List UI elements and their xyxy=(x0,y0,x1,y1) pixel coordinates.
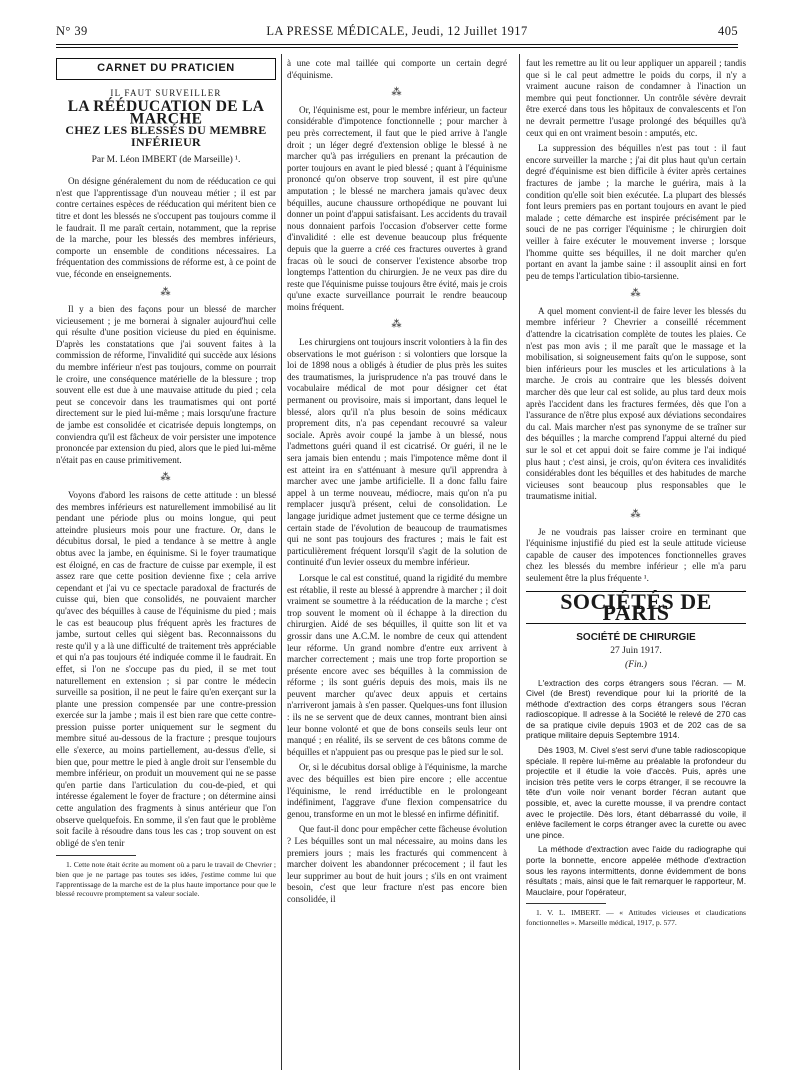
society-name: SOCIÉTÉ DE CHIRURGIE xyxy=(576,631,696,643)
paragraph: On désigne généralement du nom de rééducation ce qui n'est que l'apprentissage d'un nouveau métier ; il est par contre certaines espèces de rééducation qui méritent bien ce titre et dont les blessés ne s'occupent pas toujours comme il le faudrait. Il me paraît certain, notamment, que la reprise de la marche, pour les blessés des membres inférieurs, comporte un ensemble de conditions nécessaires. La fréquentation des commissions de réforme est, à ce point de vue, féconde en enseignements. xyxy=(56,176,276,279)
footnote: 1. Cette note était écrite au moment où a paru le travail de Chevrier ; bien que je ne partage pas toutes ses idées, j'estime comme lui que l'apprentissage de la marche est de la plus haute importance pour que le blessé recouvre promptement sa valeur sociale. xyxy=(56,860,276,899)
asterism: ⁂ xyxy=(160,286,172,298)
page-header xyxy=(56,24,738,42)
paragraph: Que faut-il donc pour empêcher cette fâcheuse évolution ? Les béquilles sont un mal nécessaire, au moins dans les premiers jours ; mais les fracturés qui commencent à marcher doivent les abandonner précocement ; il faut les leur supprimer au bout de huit jours ; s'ils en ont vraiment besoin, c'est que leur fracture n'est pas encore bien consolidée, il xyxy=(287,824,507,904)
article-byline: Par M. Léon IMBERT (de Marseille) ¹. xyxy=(91,154,241,165)
page-number: 405 xyxy=(718,24,738,38)
header-rule xyxy=(56,44,738,45)
end-marker: (Fin.) xyxy=(625,659,647,670)
column-separator xyxy=(281,54,282,1070)
article-subheadline: CHEZ LES BLESSÉS DU MEMBRE INFÉRIEUR xyxy=(65,123,267,149)
header-rule-double xyxy=(56,47,738,48)
report-paragraph: L'extraction des corps étrangers sous l'écran. — M. Civel (de Brest) revendique pour lui la priorité de la méthode d'extraction des corps étrangers sous l'écran radioscopique. Il adresse à la Société le relevé de 270 cas de sa pratique civile depuis 1903 et de 202 cas de sa pratique militaire depuis Septembre 1914. xyxy=(526,677,746,741)
paragraph: faut les remettre au lit ou leur appliquer un appareil ; tandis que si le cal peut admettre le poids du corps, il n'y a vraiment aucune raison de condamner à l'inaction un membre qui peut fonctionner. Un contrôle sévère devrait être exercé dans tous les hôpitaux de convalescents et l'on ne devrait permettre l'usage prolongé des béquilles qu'à ceux qui en ont vraiment besoin : amputés, etc. xyxy=(526,58,746,138)
asterism: ⁂ xyxy=(630,288,642,300)
report-paragraph: La méthode d'extraction avec l'aide du radiographe qui porte la bonnette, encore appelée méthode d'extraction sous les rayons intermittents, donne évidemment de bons résultats ; mais, ainsi que le fait remarquer le rapporteur, M. Mauclaire, pour l'opérateur, xyxy=(526,844,746,897)
report-paragraph: Dès 1903, M. Civel s'est servi d'une table radioscopique spéciale. Il repère lui-même au préalable la profondeur du projectile et il étudie la voie d'accès. Puis, après une incision très petite vers le corps étranger, il se recouvre la tête d'un voile noir venant border l'écran autant que possible, et, avec la curette mousse, il va prendre contact avec le projectile. Dès lors, étant débarrassé du voile, il enlève facilement le corps étranger avec la curette ou avec une pince. xyxy=(526,745,746,840)
paragraph: Or, si le décubitus dorsal oblige à l'équinisme, la marche avec des béquilles est bien pire encore ; elle accentue l'équinisme, le rend irréductible en le prolongeant indéfiniment, l'aggrave d'une flexion compensatrice du genou, transforme en un mot le blessé en infirme définitif. xyxy=(287,762,507,819)
session-date: 27 Juin 1917. xyxy=(610,646,662,657)
column-1 xyxy=(56,58,276,1070)
footnote-rule xyxy=(56,855,136,856)
column-separator xyxy=(519,54,520,1070)
asterism: ⁂ xyxy=(391,87,403,99)
paragraph: Voyons d'abord les raisons de cette attitude : un blessé des membres inférieurs est naturellement immobilisé au lit pendant une période plus ou moins longue, qui peut atteindre plusieurs mois pour une fracture. Or, dans le décubitus dorsal, le pied a tendance à se mettre à angle obtus avec la jambe, en équinisme. Si le foyer traumatique est éloigné, en cas de fracture de cuisse par exemple, il est assez rare que cette position devienne fixe ; cela arrive cependant et j'ai vu ce spectacle paradoxal de fracturés de cuisse qui, bien que consolidés, ne pouvaient marcher qu'avec des béquilles à cause de l'équinisme du pied ; mais le cas est beaucoup plus fréquent après les fractures de jambe, surtout celles qui siègent bas. Reconnaissons du reste qu'il y a là une difficulté de traitement très appréciable et qui n'a pas toujours été indiquée comme il le faudrait. En effet, si l'on ne s'occupe pas du pied, il se met tout naturellement en extension ; si par contre le médecin surveille sa position, il ne peut le faire qu'en exerçant sur la plante une pression compensée par une contre-pression exercée sur la jambe ; mais il est bien rare que cette contre-pression puisse porter uniquement sur le segment du membre situé au-dessous de la fracture ; presque toujours elle s'exerce, au moins partiellement, au-dessus d'elle, si bien que, pour mettre le pied à angle droit sur l'ensemble du membre inférieur, on produit un mouvement qui ne se passe qu'en partie dans l'articulation du cou-de-pied, et qui intéresse également le foyer de fracture ; on détermine ainsi cette angulation des fragments à sinus antérieur que l'on observe quelquefois. En somme, il s'en faut que le problème soit facile à résoudre dans tous les cas ; trop souvent on est obligé de s'en tenir xyxy=(56,490,276,848)
column-2 xyxy=(287,58,507,1070)
paragraph: Lorsque le cal est constitué, quand la rigidité du membre est rétablie, il reste au blessé à apprendre à marcher ; il doit vraiment se soumettre à la rééducation de la marche ; c'est trop souvent le moment où il échappe à la direction du chirurgien. Aidé de ses béquilles, il quitte son lit et va grossir dans une A.C.M. le nombre de ceux qui attendent leur réforme. Un grand nombre d'entre eux arrivent à marcher correctement ; mais une trop forte proportion se présente encore avec ses béquilles à la commission de réforme ; ils sont guéris depuis des mois, mais ils ne peuvent marcher qu'avec deux appuis et certains n'arriveront jamais à s'en passer. Quelques-uns font illusion : ils ne se servent que de deux cannes, montrant bien ainsi leur bonne volonté et que de bons conseils seuls leur ont manqué ; en réalité, ils se servent de ces bâtons comme de béquilles et n'appuient pas ou presque pas le pied sur le sol. xyxy=(287,572,507,757)
asterism: ⁂ xyxy=(630,508,642,520)
paragraph: Il y a bien des façons pour un blessé de marcher vicieusement ; je me bornerai à signaler aujourd'hui celle qui résulte d'une position vicieuse du pied en équinisme. D'après les constatations que j'ai souvent faites à la commission de réforme, l'invalidité qui succède aux lésions du membre inférieur n'est pas toujours, comme on pourrait le croire, une conséquence matérielle de la blessure ; trop souvent elle est due à une mauvaise attitude du pied ; cela peut se concevoir dans les traumatismes qui ont porté directement sur le pied lui-même ; mais lorsqu'une fracture de jambe est consolidée et cicatrisée depuis longtemps, on conviendra qu'il est fâcheux de voir persister une impotence prononcée par extension du pied, alors que le pied lui-même n'était pas en cause primitivement. xyxy=(56,304,276,465)
paragraph: Les chirurgiens ont toujours inscrit volontiers à la fin des observations le mot guérison : si volontiers que lorsque la loi de 1898 nous a obligés à étudier de plus près les suites des traumatismes, la jurisprudence n'a pas trouvé dans le vocabulaire médical de mot pour désigner cet état permanent ou provisoire, mais si important, dans lequel le blessé, alors qu'il n'a plus besoin de soins médicaux proprement dits, n'a pas cependant recouvré sa valeur sociale. Après avoir coupé la jambe à un blessé, nous l'admettons guéri quand il est cicatrisé. Or guéri, il ne le sera jamais bien entendu ; mais l'impotence même dont il est atteint ira en s'atténuant à mesure qu'il apprendra à marcher avec une jambe artificielle. Il a donc fallu faire appel à un terme nouveau, médiocre, mais qu'on n'a pu remplacer jusqu'à présent, celui de consolidation. Le langage juridique admet justement que ce terme désigne un certain stade de l'évolution de beaucoup de traumatismes qui ne sont pas toujours des fractures ; mais le fait est particulièrement fréquent lorsqu'il s'agit de la solution de continuité d'un levier osseux du membre inférieur. xyxy=(287,337,507,568)
footnote: 1. V. L. IMBERT. — « Attitudes vicieuses et claudications fonctionnelles ». Marseille médical, 1917, p. 577. xyxy=(526,908,746,927)
journal-title: LA PRESSE MÉDICALE, Jeudi, 12 Juillet 1917 xyxy=(266,24,528,38)
asterism: ⁂ xyxy=(160,472,172,484)
column-3 xyxy=(526,58,746,1070)
paragraph: A quel moment convient-il de faire lever les blessés du membre inférieur ? Chevrier a conseillé récemment d'attendre la cicatrisation complète de toutes les plaies. Ce n'est pas mon avis ; il me paraît que le massage et la mobilisation, si soigneusement faits qu'on le suppose, sont bien inférieurs pour les muscles et les articulations à la marche. Je crois au contraire que les blessés doivent marcher dès que leur cal est solide, au plus tard deux mois après l'accident dans les fractures fermées, dès que l'on a l'assurance de n'être plus exposé aux déviations secondaires du cal. Mais marcher n'est pas synonyme de se traîner sur des béquilles ; la marche comprend l'appui alterné du pied sur le sol et cet appui doit se faire comme je l'ai indiqué plus haut ; c'est ainsi, je crois, qu'on évitera ces invalidités considérables dont les béquilles et des habitudes de marche vicieuses sont beaucoup plus responsables que le traumatisme initial. xyxy=(526,305,746,502)
section-box-title: CARNET DU PRATICIEN xyxy=(56,58,276,80)
paragraph: La suppression des béquilles n'est pas tout : il faut encore surveiller la marche ; j'ai dit plus haut qu'un certain degré d'équinisme est bien difficile à éviter après certaines fractures de jambe ; la marche le guérira, mais à la condition qu'elle soit bien exécutée. La plupart des blessés font leurs premiers pas en portant toujours en avant le pied malade ; cette démarche est inspirée précisément par le souci de ne pas corriger l'équinisme ; le chirurgien doit veiller à faire exécuter le mouvement inverse ; lorsque l'homme quitte ses béquilles, il ne doit marcher qu'en portant en avant la jambe saine : il assouplit ainsi en fort peu de temps l'articulation tibio-tarsienne. xyxy=(526,143,746,281)
paragraph: à une cote mal taillée qui comporte un certain degré d'équinisme. xyxy=(287,58,507,80)
paragraph: Or, l'équinisme est, pour le membre inférieur, un facteur considérable d'impotence fonctionnelle ; pour marcher à peu près correctement, il faut que le pied arrive à l'angle droit ; un léger degré d'extension oblige le blessé à ne marcher qu'à pas irréguliers en prenant la précaution de porter toujours en avant le pied blessé ; quant à l'équinisme prononcé qu'on observe trop souvent, il est pire qu'une amputation ; le blessé ne marchera jamais qu'avec deux béquilles, aucune chaussure orthopédique ne pouvant lui donner un point d'appui satisfaisant. Les accidents du travail nous donnaient parfois l'occasion d'observer cette forme d'invalidité : elle est devenue beaucoup plus fréquente depuis que la guerre a créé ces fractures ouvertes à grand fracas où le souci de conserver l'existence absorbe trop longtemps l'attention du chirurgien. Je ne veux pas dire du reste que l'équinisme puisse toujours être évité, mais je crois qu'une exacte surveillance pourrait le rendre beaucoup moins fréquent. xyxy=(287,104,507,312)
paragraph: Je ne voudrais pas laisser croire en terminant que l'équinisme injustifié du pied est la seule attitude vicieuse capable de causer des impotences fonctionnelles graves chez les blessés du membre inférieur ; elle m'a paru seulement être la plus fréquente ¹. xyxy=(526,526,746,583)
section-title: SOCIÉTÉS DE PARIS xyxy=(526,591,746,624)
article-kicker: IL FAUT SURVEILLER xyxy=(110,87,222,98)
article-headline: LA RÉÉDUCATION DE LA MARCHE xyxy=(67,97,265,128)
issue-number: N° 39 xyxy=(56,24,88,38)
asterism: ⁂ xyxy=(391,319,403,331)
footnote-rule xyxy=(526,903,606,904)
